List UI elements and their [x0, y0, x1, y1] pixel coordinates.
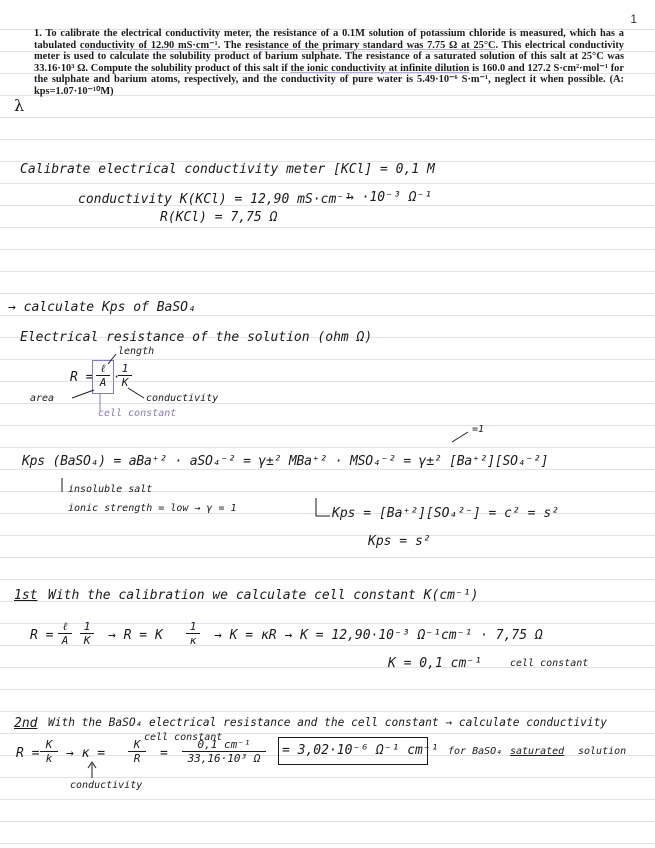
- unit-conversion: → ·10⁻³ Ω⁻¹: [346, 190, 433, 205]
- step2-frac-num-value: 0,1 cm⁻¹: [182, 738, 266, 752]
- step2-cell-constant-label: cell constant: [144, 732, 223, 743]
- step2-frac-num-k2: K: [128, 738, 146, 752]
- problem-highlight-conductivity: conductivity of 12.90 mS·cm⁻¹: [79, 39, 218, 51]
- step2-r-equals: R =: [16, 746, 40, 761]
- fraction-denominator-k: K: [121, 376, 129, 389]
- step1-text: With the calibration we calculate cell constant K(cm⁻¹): [48, 588, 479, 603]
- label-length: length: [118, 346, 155, 357]
- step2-result: = 3,02·10⁻⁶ Ω⁻¹ cm⁻¹: [282, 743, 439, 758]
- fraction-numerator-1: 1: [118, 362, 132, 376]
- step2-conductivity-label: conductivity: [70, 780, 143, 791]
- kps-s-squared: Kps = s²: [368, 534, 431, 549]
- step1-frac-num-1b: 1: [186, 620, 200, 634]
- step1-result: K = 0,1 cm⁻¹: [388, 656, 482, 671]
- resistance-line: R(KCl) = 7,75 Ω: [160, 210, 278, 225]
- step1-frac-1-kappa: [186, 620, 200, 647]
- step2-frac-k-r: [128, 738, 146, 765]
- problem-number: 1.: [34, 28, 42, 39]
- kps-title: → calculate Kps of BaSO₄: [8, 300, 196, 315]
- step2-saturated-label: saturated: [510, 746, 565, 757]
- problem-text-a: To calibrate the electrical conductivity meter, the resistance of a 0.1M solution of potassium chloride is measured, which has a tabulated: [34, 28, 624, 51]
- fraction-denominator-a: A: [99, 376, 107, 389]
- step2-label: 2nd: [14, 716, 38, 731]
- step1-frac-num: ℓ: [58, 620, 72, 634]
- page-number: 1: [630, 12, 637, 26]
- step2-frac-k-kappa: [40, 738, 58, 765]
- step1-r-equals: R =: [30, 628, 54, 643]
- label-conductivity: conductivity: [146, 393, 219, 404]
- notebook-page: 1 1. To calibrate the electrical conductivity meter, the resistance of a 0.1M solution of potassium chloride is measured, which has a tabulated conductivity of 12.90 mS·cm⁻¹. The resistance of the primary standard was 7.75 Ω at 25°C. This electrical conductivity meter is used to calculate the solubility product of barium sulphate. The resistance of a saturated solution of this salt at 25°C was 33.16·10³ Ω. Compute the solubility product of this salt if the ionic conductivity at infinite dilution is 160.0 and 127.2 S·cm²·mol⁻¹ for the sulphate and barium atoms, respectively, and the conductivity of pure water is 5.49·10⁻⁶ S·m⁻¹, neglect it when possible. (A: kps=1.07·10⁻¹⁰M) λ Calibrate electrical conductivity meter [KCl] = 0,1 M conductivity K(KCl) = 12,90 mS·cm⁻¹ → ·10⁻³ Ω⁻¹ R(KCl) = 7,75 Ω → calculate Kps of BaSO₄ Electrical resistance of the solution (ohm Ω) length R = ℓ A · $\frac{1}{K}$ area conductivity cell constant =1 Kps (BaSO₄) = aBa⁺² · aSO₄⁻² = γ±² MBa⁺² · MSO₄⁻² = γ±² [Ba⁺²][SO₄⁻²] insoluble salt ionic strength = low → γ = 1 Kps = [Ba⁺²][SO₄²⁻] = c² = s² Kps = s² 1st With the calibration we calculate cell constant K(cm⁻¹) R = ℓ A $\frac{1}{K}$ → R = K $\frac{1}{\kappa}$ → K = κR → K = 12,90·10⁻³ Ω⁻¹cm⁻¹ · 7,75 Ω K = 0,1 cm⁻¹ cell constant 2nd With the BaSO₄ electrical resistance and the cell constant → calculate conductivity cell constant R = $\frac{K}{k}$ → κ = $\frac{K}{R}$ = $\frac{\text{0,1 cm⁻¹}}{\text{33,16·10³ Ω}}$ = 3,02·10⁻⁶ Ω⁻¹ cm⁻¹ for BaSO₄ saturated solution conductivity: [0, 0, 655, 848]
- kps-equation: Kps (BaSO₄) = aBa⁺² · aSO₄⁻² = γ±² MBa⁺² · MSO₄⁻² = γ±² [Ba⁺²][SO₄⁻²]: [22, 454, 549, 469]
- calibration-title: Calibrate electrical conductivity meter [KCl] = 0,1 M: [20, 162, 435, 177]
- step1-frac-num-1: 1: [80, 620, 94, 634]
- kps-simplified: Kps = [Ba⁺²][SO₄²⁻] = c² = s²: [332, 506, 559, 521]
- step1-r-equals-k: → R = K: [108, 628, 163, 643]
- step1-frac-den-kappa: κ: [189, 634, 197, 647]
- step1-frac-den: A: [61, 634, 69, 647]
- fraction-numerator-l: ℓ: [96, 362, 110, 376]
- step2-frac-den-kappa: k: [45, 752, 53, 765]
- step2-frac-num-k: K: [40, 738, 58, 752]
- step1-frac-l-a: [58, 620, 72, 647]
- step2-frac-den-r: R: [133, 752, 141, 765]
- label-area: area: [30, 393, 55, 404]
- step2-frac-den-value: 33,16·10³ Ω: [187, 752, 261, 765]
- label-cell-constant: cell constant: [98, 408, 177, 419]
- problem-text-d: is 160.0 and 127.2 S·cm²·mol⁻¹ for the sulphate and barium atoms, respectively, and the conductivity of pure water is 5.49·10⁻⁶ S·m⁻¹, neglect it when possible. (A: kps=1.07·10⁻¹⁰M): [34, 62, 624, 97]
- step1-label: 1st: [14, 588, 38, 603]
- step2-solution-label: solution: [578, 746, 627, 757]
- margin-lambda-symbol: λ: [14, 96, 25, 115]
- step2-text: With the BaSO₄ electrical resistance and the cell constant → calculate conductivity: [48, 716, 608, 729]
- step1-result-label: cell constant: [510, 658, 589, 669]
- problem-text-c: . This electrical conductivity meter is used to calculate the solubility product of barium sulphate. The resistance of a saturated solution of this salt at 25°C was 33.16·10³ Ω. Compute the solubility product of this salt if: [34, 39, 624, 74]
- step2-kappa-equals: → κ =: [66, 746, 106, 761]
- step1-k-equation: → K = κR → K = 12,90·10⁻³ Ω⁻¹cm⁻¹ · 7,75 Ω: [214, 628, 543, 643]
- step1-frac-1-k: [80, 620, 94, 647]
- step2-frac-values: [182, 738, 266, 765]
- problem-highlight-resistance: resistance of the primary standard was 7.75 Ω at 25°C: [244, 39, 496, 51]
- conductivity-line: conductivity K(KCl) = 12,90 mS·cm⁻¹: [78, 192, 352, 207]
- problem-text-b: . The: [217, 39, 245, 51]
- problem-highlight-ionic: the ionic conductivity at infinite dilution: [290, 62, 470, 74]
- ionic-strength-label: ionic strength = low → γ = 1: [68, 503, 237, 514]
- insoluble-salt-label: insoluble salt: [68, 484, 153, 495]
- electrical-resistance-title: Electrical resistance of the solution (ohm Ω): [20, 330, 373, 345]
- r-equals: R =: [70, 370, 94, 385]
- step2-for-label: for BaSO₄: [448, 746, 503, 757]
- gamma-equals-one: =1: [472, 424, 485, 435]
- step1-frac-den-k: K: [83, 634, 91, 647]
